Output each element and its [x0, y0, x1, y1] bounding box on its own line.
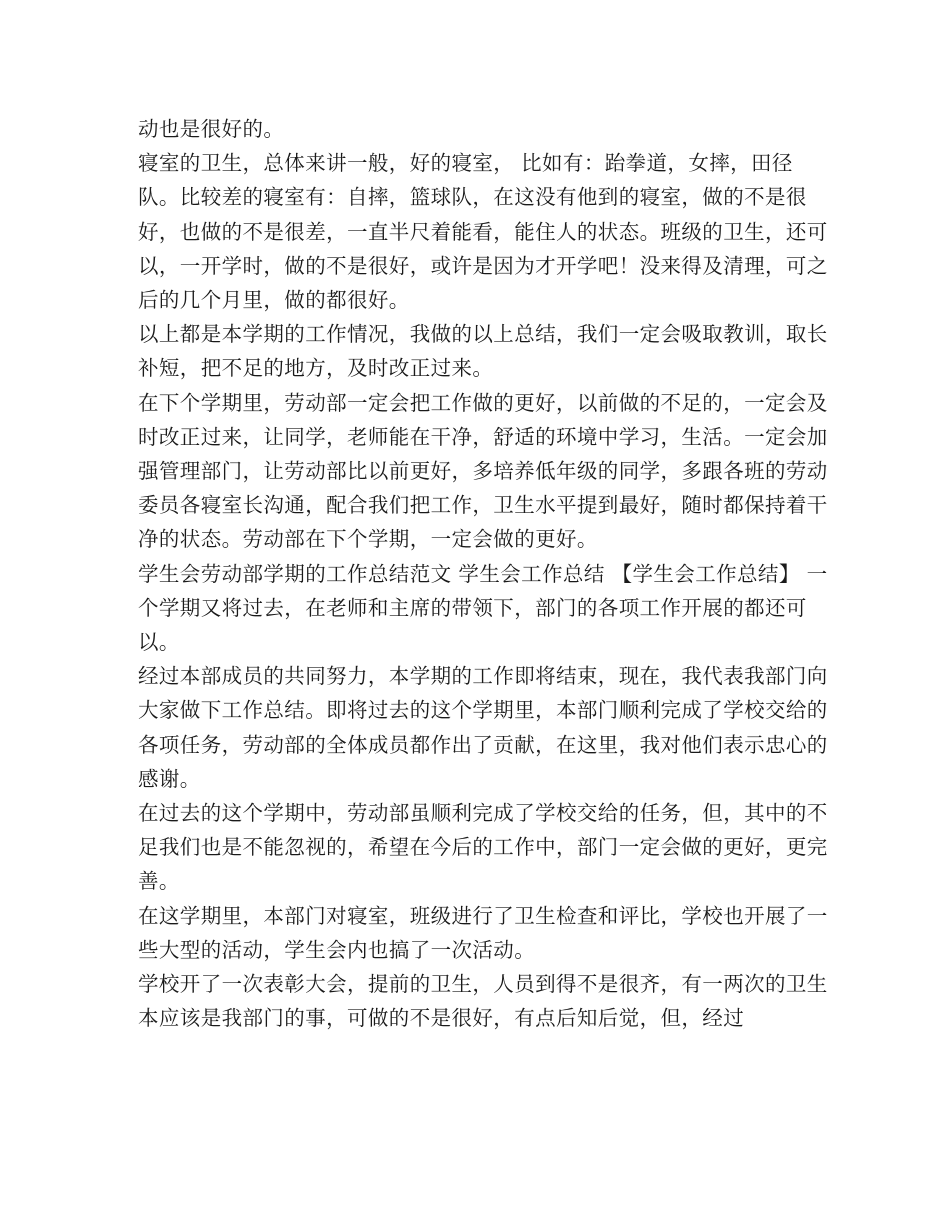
paragraph-7: 在过去的这个学期中，劳动部虽顺利完成了学校交给的任务，但，其中的不足我们也是不能忽视的，希望在今后的工作中，部门一定会做的更好，更完善。	[138, 801, 828, 894]
paragraph-4: 在下个学期里，劳动部一定会把工作做的更好，以前做的不足的，一定会及时改正过来，让同学，老师能在干净，舒适的环境中学习，生活。一定会加强管理部门，让劳动部比以前更好，多培养低年级的同学，多跟各班的劳动委员各寝室长沟通，配合我们把工作，卫生水平提到最好，随时都保持着干净的状态。劳动部在下个学期，一定会做的更好。	[138, 390, 828, 552]
paragraph-8: 在这学期里，本部门对寝室，班级进行了卫生检查和评比，学校也开展了一些大型的活动，学生会内也搞了一次活动。	[138, 903, 828, 962]
paragraph-5: 学生会劳动部学期的工作总结范文 学生会工作总结 【学生会工作总结】 一个学期又将过去，在老师和主席的带领下，部门的各项工作开展的都还可以。	[138, 561, 828, 655]
paragraph-9: 学校开了一次表彰大会，提前的卫生，人员到得不是很齐，有一两次的卫生本应该是我部门的事，可做的不是很好，有点后知后觉，但，经过	[138, 972, 828, 1031]
paragraph-6: 经过本部成员的共同努力，本学期的工作即将结束，现在，我代表我部门向大家做下工作总结。即将过去的这个学期里，本部门顺利完成了学校交给的各项任务，劳动部的全体成员都作出了贡献，在这里，我对他们表示忠心的感谢。	[138, 664, 828, 791]
paragraph-3: 以上都是本学期的工作情况，我做的以上总结，我们一定会吸取教训，取长补短，把不足的地方，及时改正过来。	[138, 322, 828, 381]
paragraph-2: 寝室的卫生，总体来讲一般，好的寝室， 比如有：跆拳道，女摔，田径队。比较差的寝室有：自摔，篮球队，在这没有他到的寝室，做的不是很好，也做的不是很差，一直半尺着能看，能住人的状态。班级的卫生，还可以，一开学时，做的不是很好，或许是因为才开学吧！没来得及清理，可之后的几个月里，做的都很好。	[138, 151, 828, 313]
document-body	[138, 112, 828, 1035]
paragraph-1: 动也是很好的。	[138, 117, 285, 141]
